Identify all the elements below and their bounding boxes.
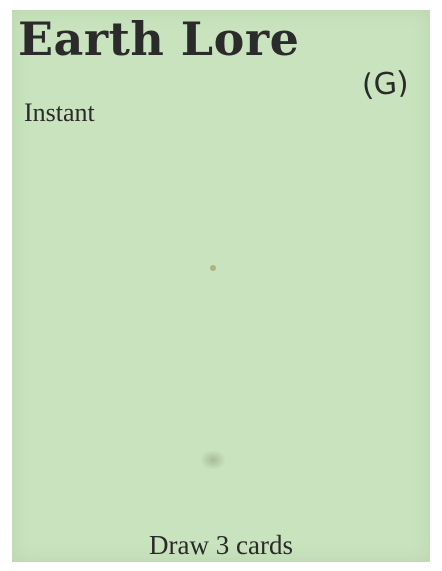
- handwritten-mark: (G): [360, 65, 410, 104]
- card-stain: [200, 450, 226, 470]
- card: [12, 10, 430, 562]
- card-title: Earth Lore: [18, 12, 300, 66]
- card-type-line: Instant: [24, 98, 95, 127]
- card-rules-text: Draw 3 cards: [149, 530, 293, 560]
- card-speck: [210, 265, 216, 271]
